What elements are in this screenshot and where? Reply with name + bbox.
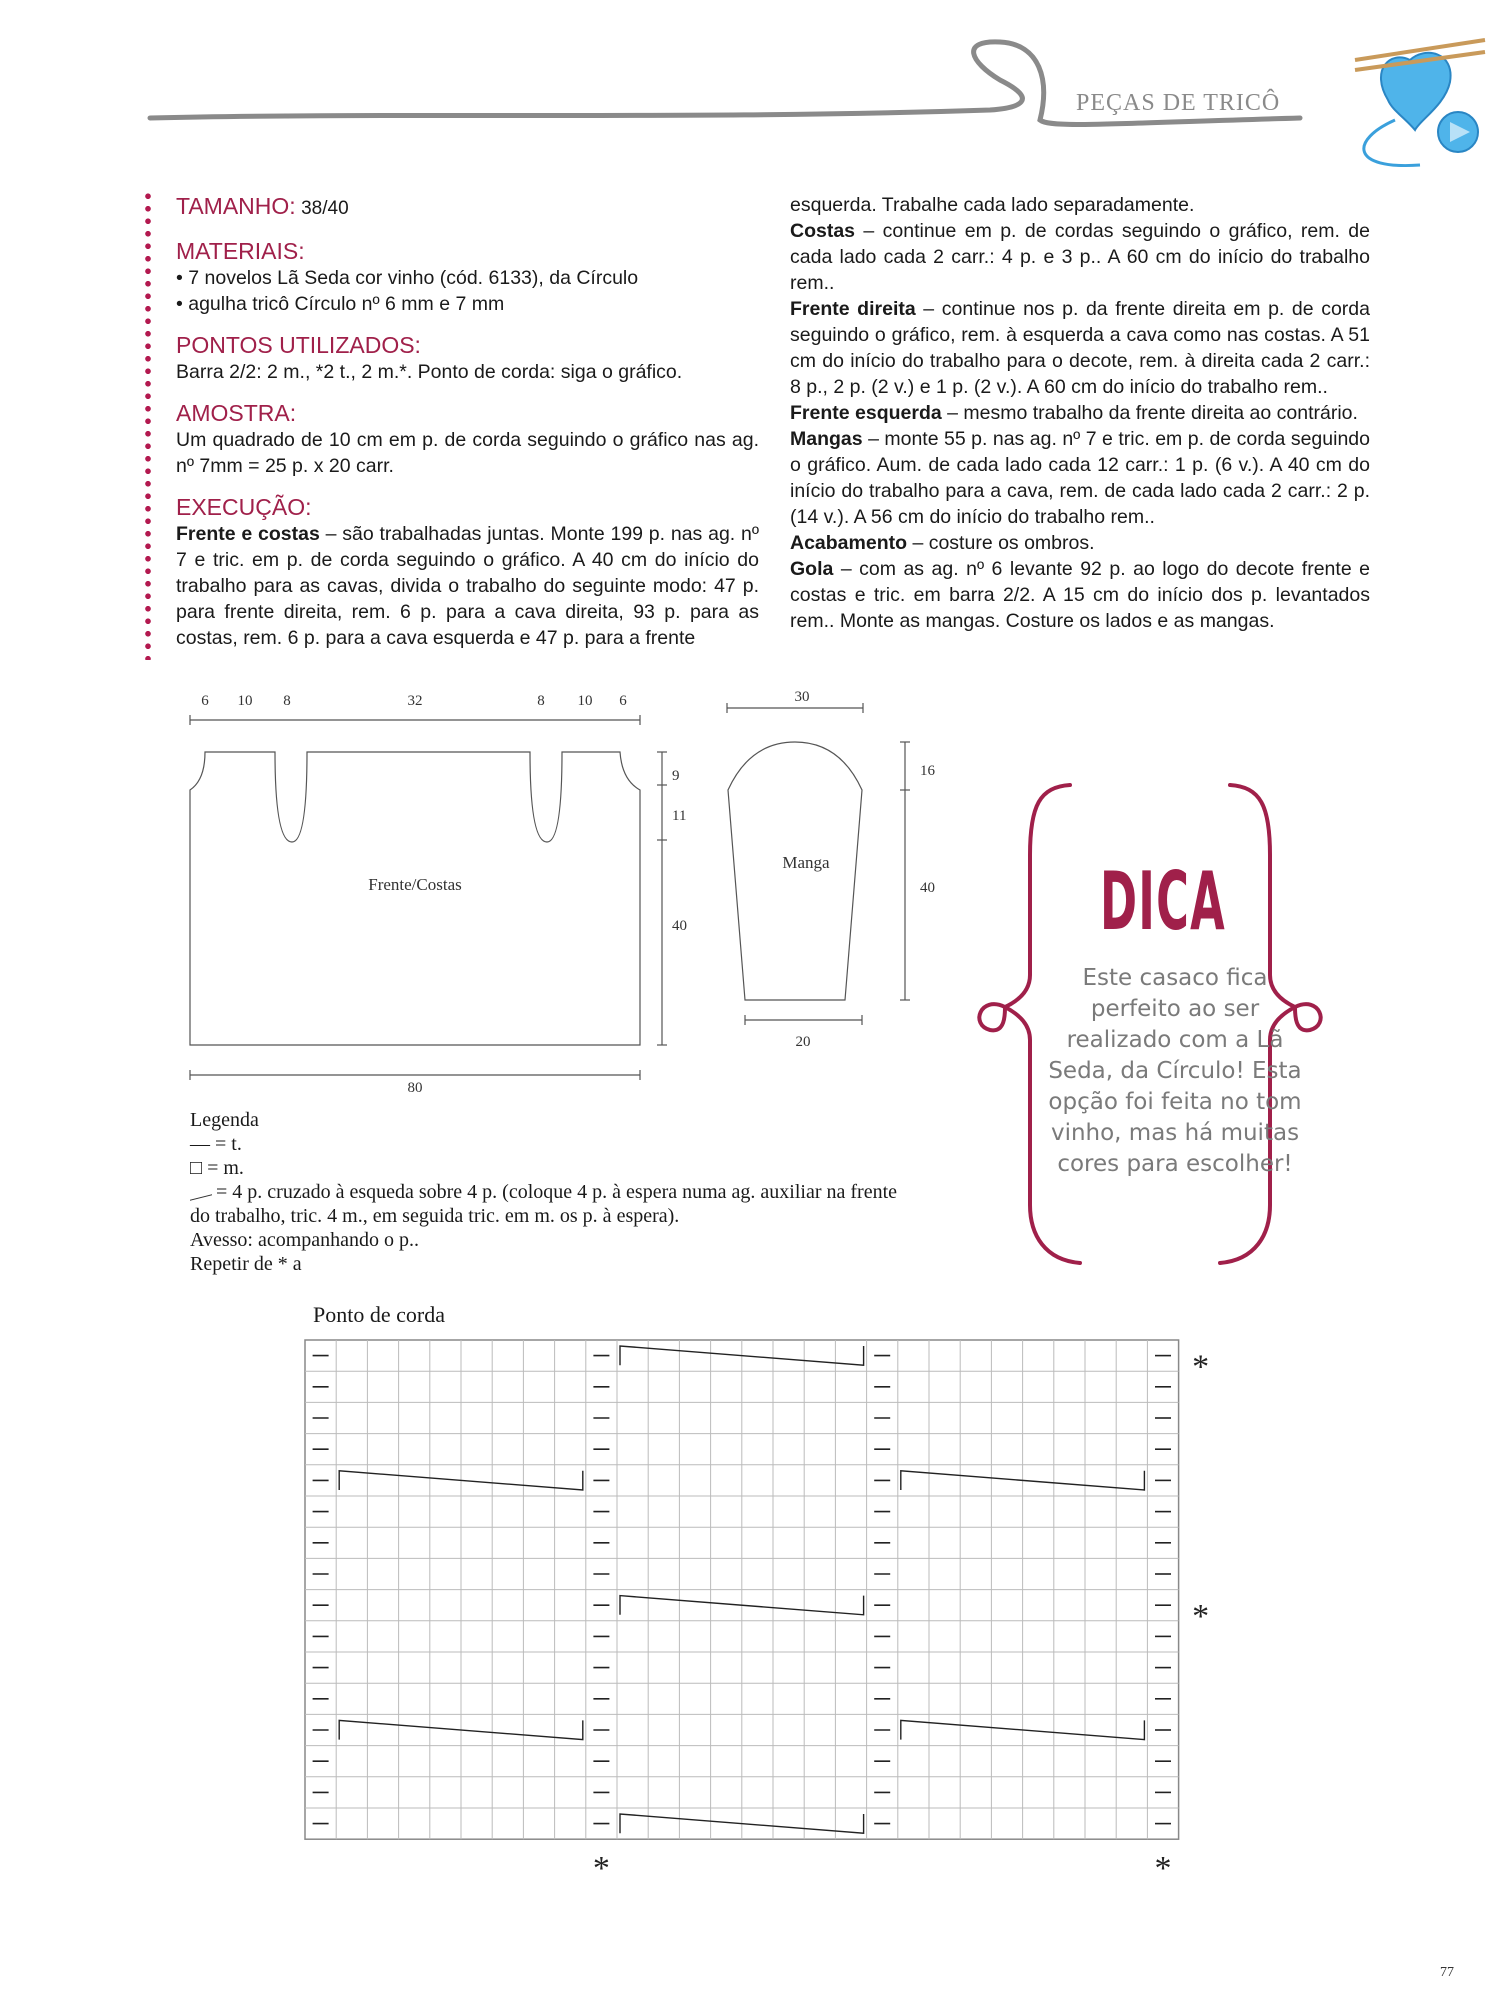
repeat-star: * [1154,1850,1172,1888]
execution-text: Frente e costas – são trabalhadas juntas. Monte 199 p. nas ag. nº 7 e tric. em p. de corda seguindo o gráfico. A 40 cm do início do trabalho para as cavas, divida o trabalho do seguinte modo: 47 p. para frente direita, rem. 6 p. para a cava direita, 93 p. para as costas, rem. 6 p. para a cava esquerda e 47 p. para a frente [176,523,759,649]
legend-cable: = 4 p. cruzado à esqueda sobre 4 p. (coloque 4 p. à espera numa ag. auxiliar na frente [190,1180,897,1204]
paragraph-mangas: Mangas – monte 55 p. nas ag. nº 7 e tric. em p. de corda seguindo o gráfico. Aum. de cada lado cada 12 carr.: 1 p. (6 v.). A 40 cm do início do trabalho para a cava, rem. de cada lado cada 2 carr.: 2 p. (14 v.). A 56 cm do início do trabalho rem.. [790,428,1370,528]
dim-label: 11 [672,808,687,824]
front-back-outline [190,752,640,1045]
sample-text: Um quadrado de 10 cm em p. de corda seguindo o gráfico nas ag. nº 7mm = 25 p. x 20 carr. [176,429,759,477]
stitches-label: PONTOS UTILIZADOS: [176,332,421,358]
dim-label: 20 [795,1034,811,1050]
dim-label: 8 [537,693,545,709]
legend [190,1108,897,1276]
legend-cable-detail: do trabalho, tric. 4 m., em seguida tric. em m. os p. à espera). [190,1205,680,1227]
legend-purl: — = t. [190,1133,242,1155]
size-value: 38/40 [301,198,349,219]
dim-label: 40 [920,880,935,896]
page-number: 77 [1440,1965,1454,1980]
repeat-star: * [1192,1598,1210,1636]
dim-label: 9 [672,768,680,784]
left-column [176,192,759,665]
dim-label: 30 [794,689,810,705]
schematic-diagram [0,680,935,1100]
right-column [790,192,1370,634]
sample-label: AMOSTRA: [176,400,297,426]
paragraph-gola: Gola – com as ag. nº 6 levante 92 p. ao logo do decote frente e costas e tric. em barra 2/2. A 15 cm do início dos p. levantados rem.. Monte as mangas. Costure os lados e as mangas. [790,558,1370,632]
dim-label: 6 [619,693,627,709]
material-item: • 7 novelos Lã Seda cor vinho (cód. 6133), da Círculo [176,267,639,289]
paragraph-acabamento: Acabamento – costure os ombros. [790,532,1095,554]
body-label: Frente/Costas [368,875,462,894]
dica-title: DICA [1100,855,1226,948]
repeat-star: * [1192,1348,1210,1386]
stitch-chart [290,1330,1240,1890]
dim-label: 6 [201,693,209,709]
dim-label: 40 [672,918,687,934]
paragraph: esquerda. Trabalhe cada lado separadamente. [790,194,1195,216]
dim-label: 10 [237,693,253,709]
materials-label: MATERIAIS: [176,238,305,264]
execution-label: EXECUÇÃO: [176,494,312,520]
dotted-divider [144,190,152,660]
legend-repeat: Repetir de * a [190,1253,302,1275]
repeat-star: * [592,1850,610,1888]
left-bow [979,1004,1005,1030]
size-label: TAMANHO: [176,193,296,219]
legend-knit: □ = m. [190,1157,244,1179]
sleeve-label: Manga [782,853,830,872]
legend-title: Legenda [190,1109,259,1131]
dim-label: 80 [407,1080,423,1096]
dica-text: Este casaco fica perfeito ao ser realizado com a Lã Seda, da Círculo! Esta opção foi feita no tom vinho, mas há muitas cores para escolher! [1048,965,1302,1177]
dim-label: 32 [407,693,423,709]
stitches-text: Barra 2/2: 2 m., *2 t., 2 m.*. Ponto de corda: siga o gráfico. [176,361,683,383]
material-item: • agulha tricô Círculo nº 6 mm e 7 mm [176,293,505,315]
dim-label: 10 [577,693,593,709]
paragraph-costas: Costas – continue em p. de cordas seguindo o gráfico, rem. de cada lado cada 2 carr.: 4 p. e 3 p.. A 60 cm do início do trabalho rem.. [790,220,1370,294]
chart-title: Ponto de corda [313,1302,445,1327]
paragraph-frente-esquerda: Frente esquerda – mesmo trabalho da frente direita ao contrário. [790,402,1358,424]
paragraph-frente-direita: Frente direita – continue nos p. da frente direita em p. de corda seguindo o gráfico, rem. à esquerda a cava como nas costas. A 51 cm do início do trabalho para o decote, rem. à direita cada 2 carr.: 8 p., 2 p. (2 v.) e 1 p. (2 v.). A 60 cm do início do trabalho rem.. [790,298,1370,398]
dim-label: 8 [283,693,291,709]
section-title: PEÇAS DE TRICÔ [1076,90,1281,116]
cable-symbol-icon [190,1184,212,1200]
legend-reverse: Avesso: acompanhando o p.. [190,1229,420,1251]
heart-knitting-icon [1355,40,1485,166]
dim-label: 16 [920,763,935,779]
